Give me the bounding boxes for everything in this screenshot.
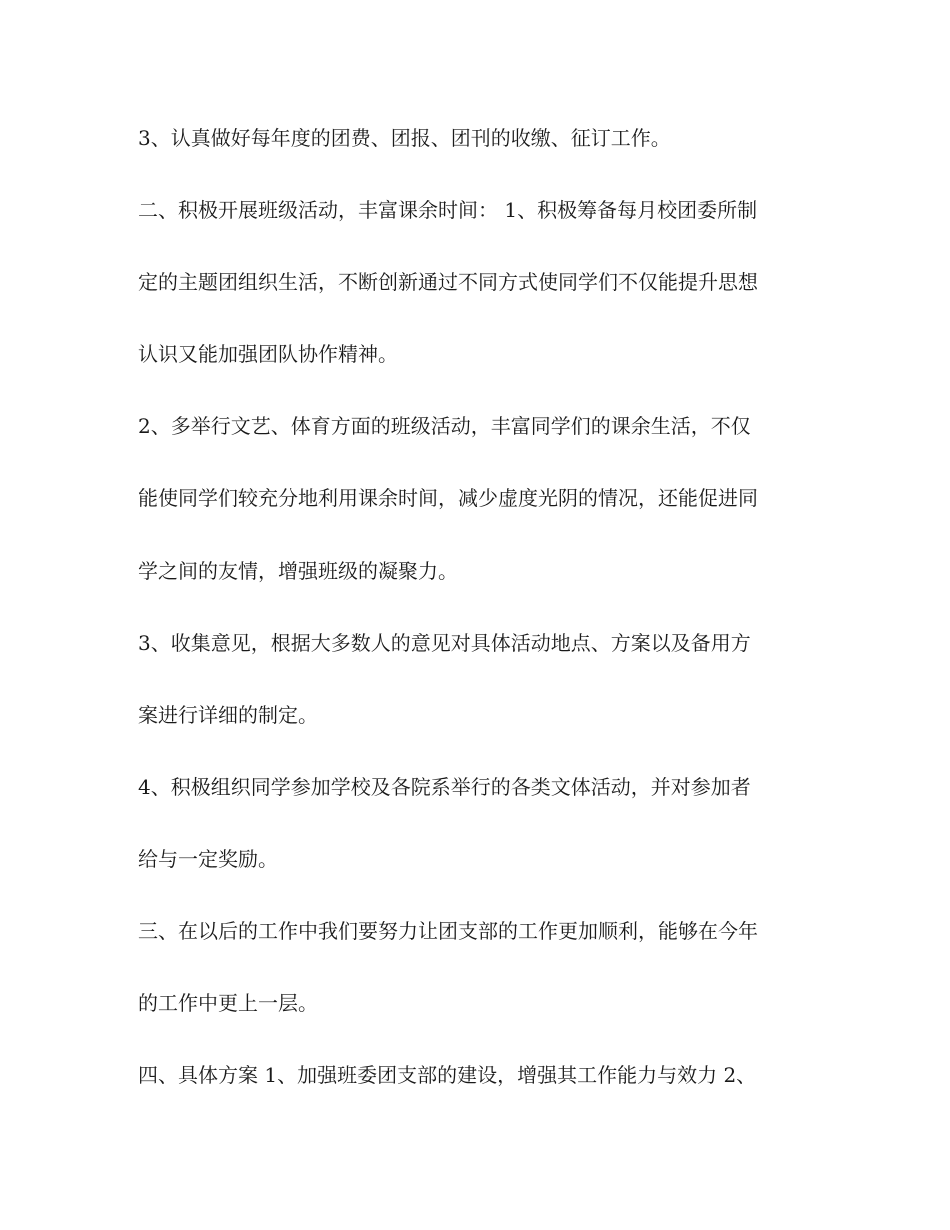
text-line: 给与一定奖励。 [138, 846, 278, 871]
text-line: 学之间的友情，增强班级的凝聚力。 [138, 558, 458, 583]
text-line: 2、多举行文艺、体育方面的班级活动，丰富同学们的课余生活，不仅 [138, 414, 751, 439]
text-line: 能使同学们较充分地利用课余时间，减少虚度光阴的情况，还能促进同 [138, 486, 758, 511]
text-line: 认识又能加强团队协作精神。 [138, 342, 398, 367]
text-line: 二、积极开展班级活动，丰富课余时间： 1、积极筹备每月校团委所制 [138, 198, 758, 223]
text-line: 3、收集意见，根据大多数人的意见对具体活动地点、方案以及备用方 [138, 630, 751, 655]
text-line: 四、具体方案 1、加强班委团支部的建设，增强其工作能力与效力 2、 [138, 1063, 757, 1088]
text-line: 4、积极组织同学参加学校及各院系举行的各类文体活动，并对参加者 [138, 774, 751, 799]
text-line: 3、认真做好每年度的团费、团报、团刊的收缴、征订工作。 [138, 126, 671, 150]
text-line: 案进行详细的制定。 [138, 702, 318, 727]
text-line: 的工作中更上一层。 [138, 991, 318, 1016]
text-line: 定的主题团组织生活，不断创新通过不同方式使同学们不仅能提升思想 [138, 270, 758, 295]
document-body [138, 124, 828, 1133]
text-line: 三、在以后的工作中我们要努力让团支部的工作更加顺利，能够在今年 [138, 919, 758, 944]
